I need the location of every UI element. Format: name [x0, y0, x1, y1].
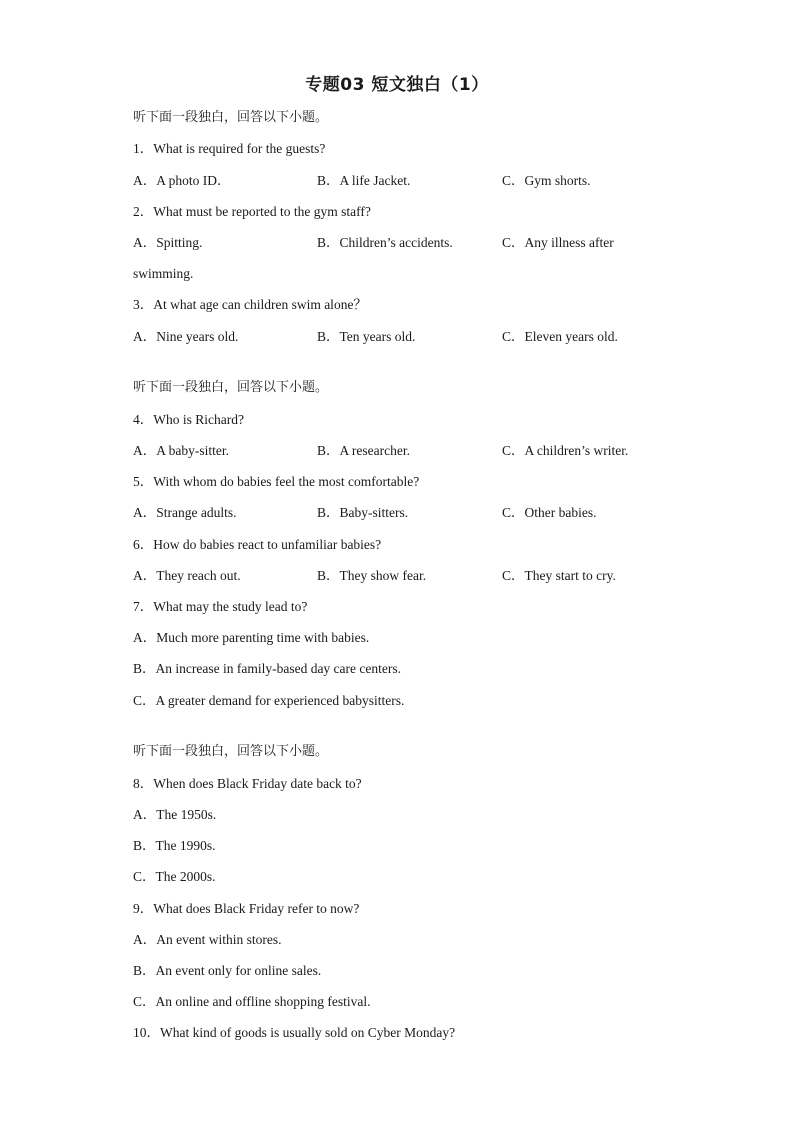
- option-c[interactable]: C．Other babies.: [502, 505, 597, 520]
- option-b[interactable]: B．Children’s accidents.: [317, 235, 453, 250]
- option-a[interactable]: A．Much more parenting time with babies.: [133, 630, 370, 645]
- option-c[interactable]: C．Any illness after: [502, 235, 614, 250]
- option-b[interactable]: B．A researcher.: [317, 443, 410, 458]
- option-b[interactable]: B．A life Jacket.: [317, 173, 411, 188]
- option-c[interactable]: C．The 2000s.: [133, 869, 216, 884]
- question-text: 3．At what age can children swim alone？: [133, 297, 367, 312]
- question-text: 8．When does Black Friday date back to?: [133, 776, 362, 791]
- option-a[interactable]: A．Nine years old.: [133, 329, 239, 344]
- question-text: 6．How do babies react to unfamiliar babies?: [133, 537, 382, 552]
- option-b[interactable]: B．The 1990s.: [133, 838, 216, 853]
- option-b[interactable]: B．An increase in family-based day care centers.: [133, 661, 402, 676]
- question-text: 1．What is required for the guests?: [133, 141, 326, 156]
- option-c[interactable]: C．Gym shorts.: [502, 173, 591, 188]
- option-a[interactable]: A．A photo ID．: [133, 173, 231, 188]
- question-text: 10．What kind of goods is usually sold on Cyber Monday?: [133, 1025, 456, 1040]
- option-c-continued: swimming.: [133, 266, 194, 281]
- option-b[interactable]: B．An event only for online sales.: [133, 963, 322, 978]
- section-instruction: 听下面一段独白，回答以下小题。: [133, 380, 329, 395]
- question-text: 2．What must be reported to the gym staff?: [133, 204, 371, 219]
- option-c[interactable]: C．A children’s writer.: [502, 443, 629, 458]
- question-text: 5．With whom do babies feel the most comfortable?: [133, 474, 420, 489]
- option-b[interactable]: B．Baby-sitters.: [317, 505, 409, 520]
- section-instruction: 听下面一段独白，回答以下小题。: [133, 744, 329, 759]
- page-title: 专题03 短文独白（1）: [305, 75, 489, 95]
- option-a[interactable]: A．A baby-sitter.: [133, 443, 229, 458]
- option-a[interactable]: A．The 1950s.: [133, 807, 217, 822]
- option-b[interactable]: B．They show fear.: [317, 568, 427, 583]
- question-text: 4．Who is Richard?: [133, 412, 244, 427]
- option-c[interactable]: C．An online and offline shopping festival.: [133, 994, 371, 1009]
- option-c[interactable]: C．They start to cry.: [502, 568, 616, 583]
- option-a[interactable]: A．Strange adults.: [133, 505, 237, 520]
- section-instruction: 听下面一段独白，回答以下小题。: [133, 110, 329, 125]
- option-b[interactable]: B．Ten years old.: [317, 329, 416, 344]
- option-c[interactable]: C．Eleven years old.: [502, 329, 618, 344]
- question-text: 9．What does Black Friday refer to now?: [133, 901, 360, 916]
- option-c[interactable]: C．A greater demand for experienced babysitters.: [133, 693, 405, 708]
- option-a[interactable]: A．An event within stores.: [133, 932, 282, 947]
- question-text: 7．What may the study lead to?: [133, 599, 308, 614]
- option-a[interactable]: A．They reach out.: [133, 568, 241, 583]
- option-a[interactable]: A．Spitting.: [133, 235, 203, 250]
